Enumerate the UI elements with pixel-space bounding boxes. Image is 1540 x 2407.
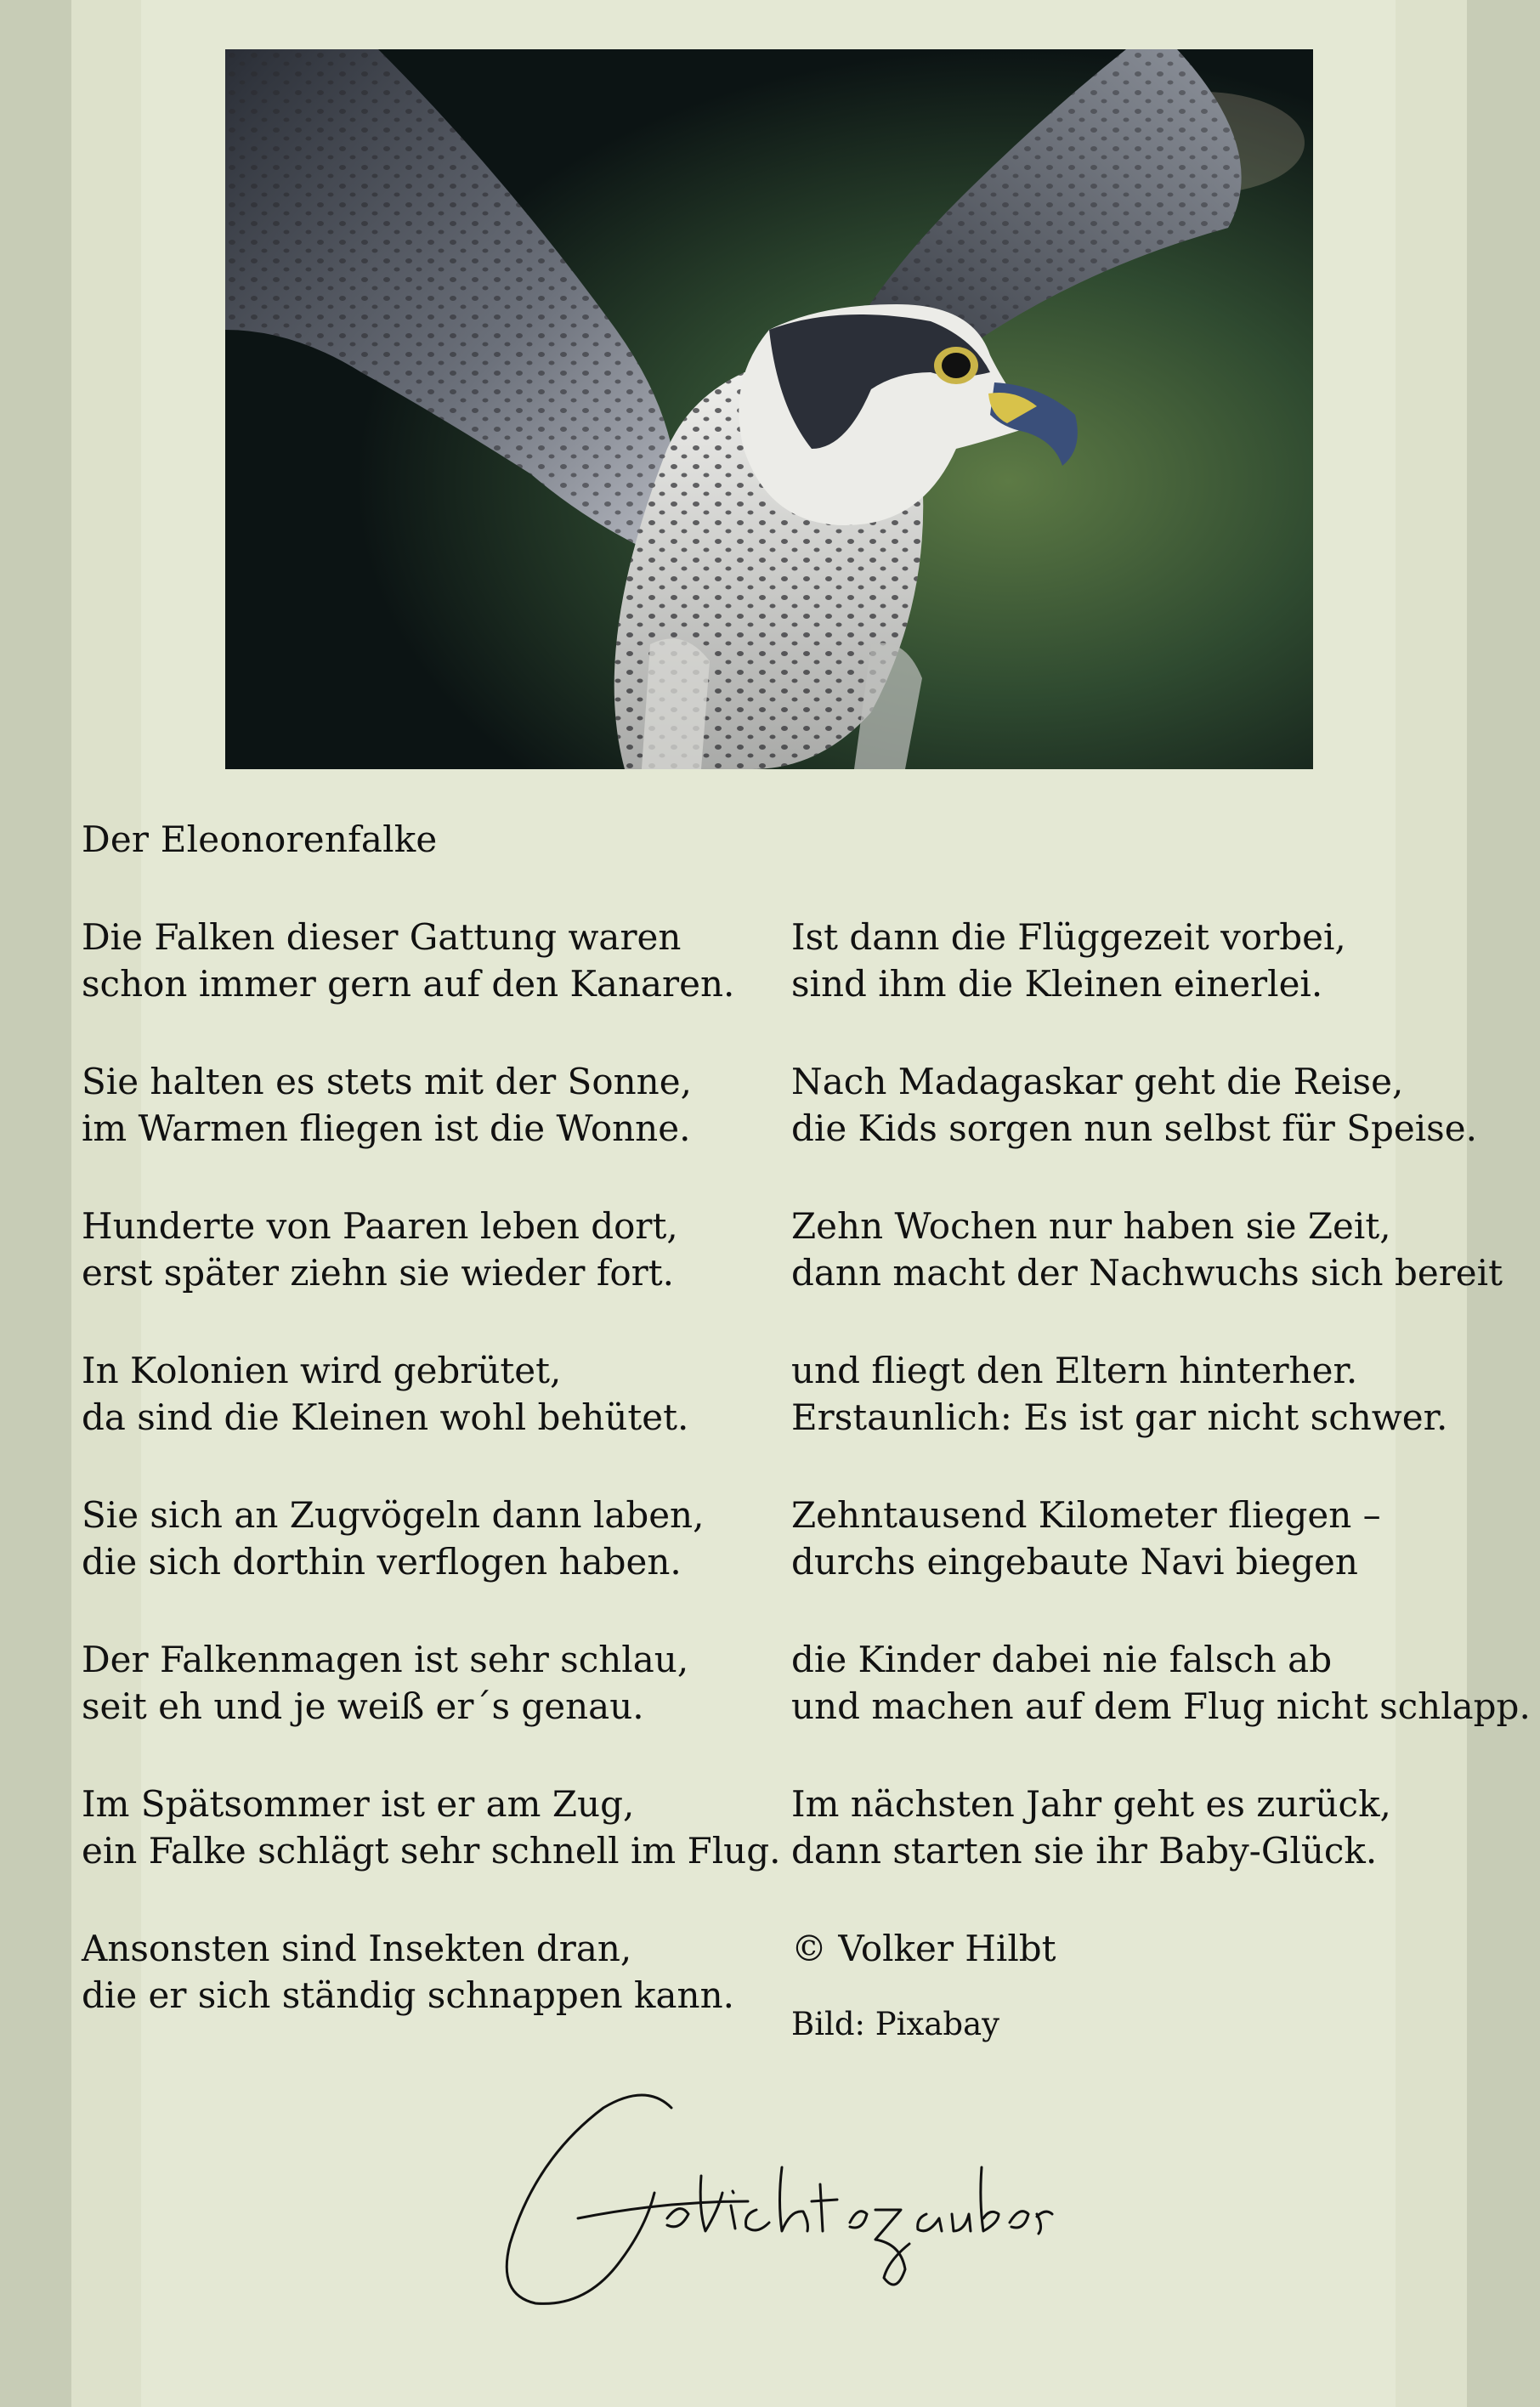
stanza — [82, 1636, 780, 1730]
poem-line: erst später ziehn sie wieder fort. — [82, 1252, 674, 1294]
poem-line: Zehn Wochen nur haben sie Zeit, — [791, 1205, 1391, 1247]
poem-line: Im Spätsommer ist er am Zug, — [82, 1783, 635, 1825]
poem-line: Ansonsten sind Insekten dran, — [82, 1928, 632, 1969]
stanza — [791, 914, 1531, 1007]
stanza — [82, 1492, 780, 1585]
poem-line: Erstaunlich: Es ist gar nicht schwer. — [791, 1396, 1448, 1438]
stanza — [791, 1781, 1531, 1874]
poem-line: dann starten sie ihr Baby-Glück. — [791, 1830, 1378, 1872]
falcon-photo — [225, 49, 1313, 769]
poem-line: Im nächsten Jahr geht es zurück, — [791, 1783, 1391, 1825]
signature-logo — [476, 2074, 1054, 2329]
poem-title: Der Eleonorenfalke — [82, 818, 438, 860]
poem-line: schon immer gern auf den Kanaren. — [82, 963, 735, 1005]
copyright-notice: © Volker Hilbt — [791, 1928, 1056, 1969]
poem-line: Ist dann die Flüggezeit vorbei, — [791, 916, 1346, 958]
stanza — [791, 1347, 1531, 1441]
stanza — [82, 1347, 780, 1441]
stanza — [82, 1203, 780, 1296]
poem-line: durchs eingebaute Navi biegen — [791, 1541, 1358, 1583]
poem-column-left — [82, 914, 780, 2070]
poem-line: da sind die Kleinen wohl behütet. — [82, 1396, 689, 1438]
poem-line: ein Falke schlägt sehr schnell im Flug. — [82, 1830, 781, 1872]
outer-stripe-left — [0, 0, 71, 2407]
stanza — [791, 1203, 1531, 1296]
poem-column-right — [791, 914, 1531, 2045]
poem-line: dann macht der Nachwuchs sich bereit — [791, 1252, 1503, 1294]
poem-line: im Warmen fliegen ist die Wonne. — [82, 1107, 691, 1149]
poem-line: Sie sich an Zugvögeln dann laben, — [82, 1494, 705, 1536]
poem-line: Die Falken dieser Gattung waren — [82, 916, 682, 958]
poem-line: Zehntausend Kilometer fliegen – — [791, 1494, 1381, 1536]
poem-line: die Kids sorgen nun selbst für Speise. — [791, 1107, 1477, 1149]
poem-line: die er sich ständig schnappen kann. — [82, 1974, 734, 2016]
stanza — [791, 1636, 1531, 1730]
poem-line: Der Falkenmagen ist sehr schlau, — [82, 1639, 689, 1680]
poem-line: die sich dorthin verflogen haben. — [82, 1541, 682, 1583]
falcon-illustration — [225, 49, 1313, 769]
stanza — [82, 1781, 780, 1874]
poem-line: und fliegt den Eltern hinterher. — [791, 1350, 1358, 1391]
poem-line: In Kolonien wird gebrütet, — [82, 1350, 562, 1391]
poem-line: und machen auf dem Flug nicht schlapp. — [791, 1685, 1531, 1727]
stanza — [82, 1058, 780, 1152]
poem-line: die Kinder dabei nie falsch ab — [791, 1639, 1333, 1680]
stanza — [82, 1925, 780, 2019]
poem-line: Sie halten es stets mit der Sonne, — [82, 1061, 692, 1102]
stanza — [791, 1492, 1531, 1585]
stanza — [791, 1058, 1531, 1152]
image-credit: Bild: Pixabay — [791, 2006, 1000, 2042]
poem-line: Hunderte von Paaren leben dort, — [82, 1205, 678, 1247]
signature-graphic — [476, 2074, 1054, 2329]
stanza — [82, 914, 780, 1007]
poem-line: seit eh und je weiß er´s genau. — [82, 1685, 644, 1727]
poem-line: sind ihm die Kleinen einerlei. — [791, 963, 1323, 1005]
poem-line: Nach Madagaskar geht die Reise, — [791, 1061, 1404, 1102]
